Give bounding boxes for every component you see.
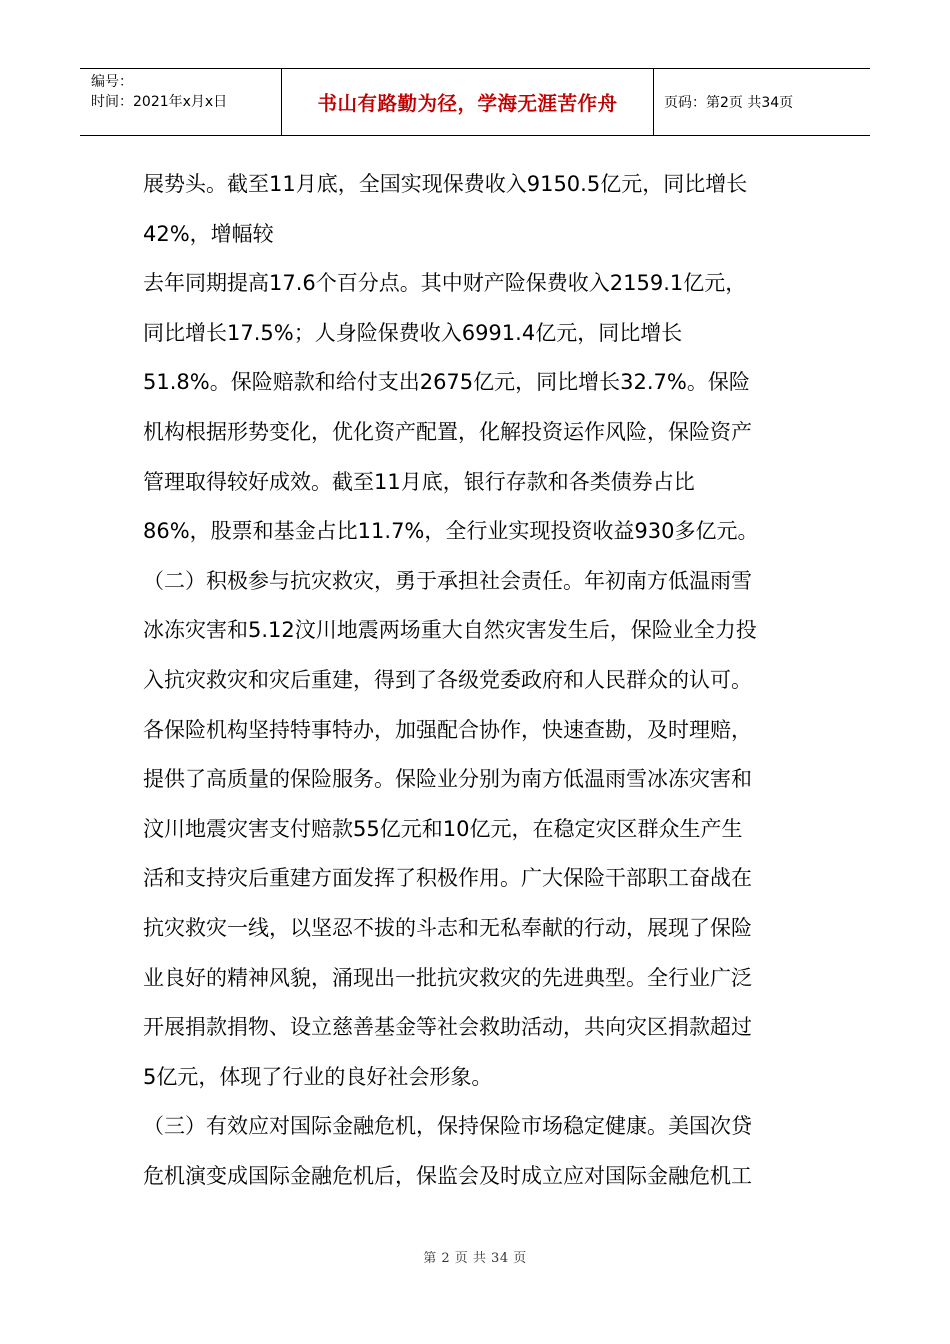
header-page-cell bbox=[654, 69, 870, 135]
body-line: 同比增长17.5%；人身险保费收入6991.4亿元，同比增长 bbox=[143, 320, 683, 345]
body-line: 危机演变成国际金融危机后，保监会及时成立应对国际金融危机工 bbox=[143, 1163, 752, 1188]
date-label: 时间：2021年x月x日 bbox=[91, 94, 228, 110]
body-line: 汶川地震灾害支付赔款55亿元和10亿元，在稳定灾区群众生产生 bbox=[143, 816, 743, 841]
body-line: 管理取得较好成效。截至11月底，银行存款和各类债券占比 bbox=[143, 469, 695, 494]
page-footer: 第 2 页 共 34 页 bbox=[423, 1251, 527, 1266]
body-line: 业良好的精神风貌，涌现出一批抗灾救灾的先进典型。全行业广泛 bbox=[143, 965, 752, 990]
header-motto-cell bbox=[282, 69, 654, 135]
body-line: 抗灾救灾一线，以坚忍不拔的斗志和无私奉献的行动，展现了保险 bbox=[143, 915, 752, 940]
header-page-info: 页码：第2页 共34页 bbox=[664, 95, 794, 111]
header-meta-cell bbox=[80, 69, 282, 135]
body-line: 5亿元，体现了行业的良好社会形象。 bbox=[143, 1064, 493, 1089]
header-motto: 书山有路勤为径，学海无涯苦作舟 bbox=[317, 92, 618, 115]
body-line: 42%，增幅较 bbox=[143, 221, 274, 246]
body-line: 提供了高质量的保险服务。保险业分别为南方低温雨雪冰冻灾害和 bbox=[143, 767, 752, 792]
body-line: 86%，股票和基金占比11.7%，全行业实现投资收益930多亿元。 bbox=[143, 519, 759, 544]
document-header bbox=[80, 68, 870, 136]
body-line: 冰冻灾害和5.12汶川地震两场重大自然灾害发生后，保险业全力投 bbox=[143, 618, 757, 643]
body-line: 51.8%。保险赔款和给付支出2675亿元，同比增长32.7%。保险 bbox=[143, 370, 750, 395]
body-line: （三）有效应对国际金融危机，保持保险市场稳定健康。美国次贷 bbox=[143, 1114, 752, 1139]
serial-number-label: 编号： bbox=[91, 74, 133, 90]
body-line: 入抗灾救灾和灾后重建，得到了各级党委政府和人民群众的认可。 bbox=[143, 667, 752, 692]
body-line: 开展捐款捐物、设立慈善基金等社会救助活动，共向灾区捐款超过 bbox=[143, 1015, 752, 1040]
body-line: 机构根据形势变化，优化资产配置，化解投资运作风险，保险资产 bbox=[143, 419, 752, 444]
body-line: 活和支持灾后重建方面发挥了积极作用。广大保险干部职工奋战在 bbox=[143, 866, 752, 891]
body-line: 去年同期提高17.6个百分点。其中财产险保费收入2159.1亿元， bbox=[143, 271, 747, 296]
document-body bbox=[143, 160, 813, 1201]
body-line: 各保险机构坚持特事特办，加强配合协作，快速查勘，及时理赔， bbox=[143, 717, 752, 742]
body-line: 展势头。截至11月底，全国实现保费收入9150.5亿元，同比增长 bbox=[143, 172, 748, 196]
body-line: （二）积极参与抗灾救灾，勇于承担社会责任。年初南方低温雨雪 bbox=[143, 568, 752, 593]
